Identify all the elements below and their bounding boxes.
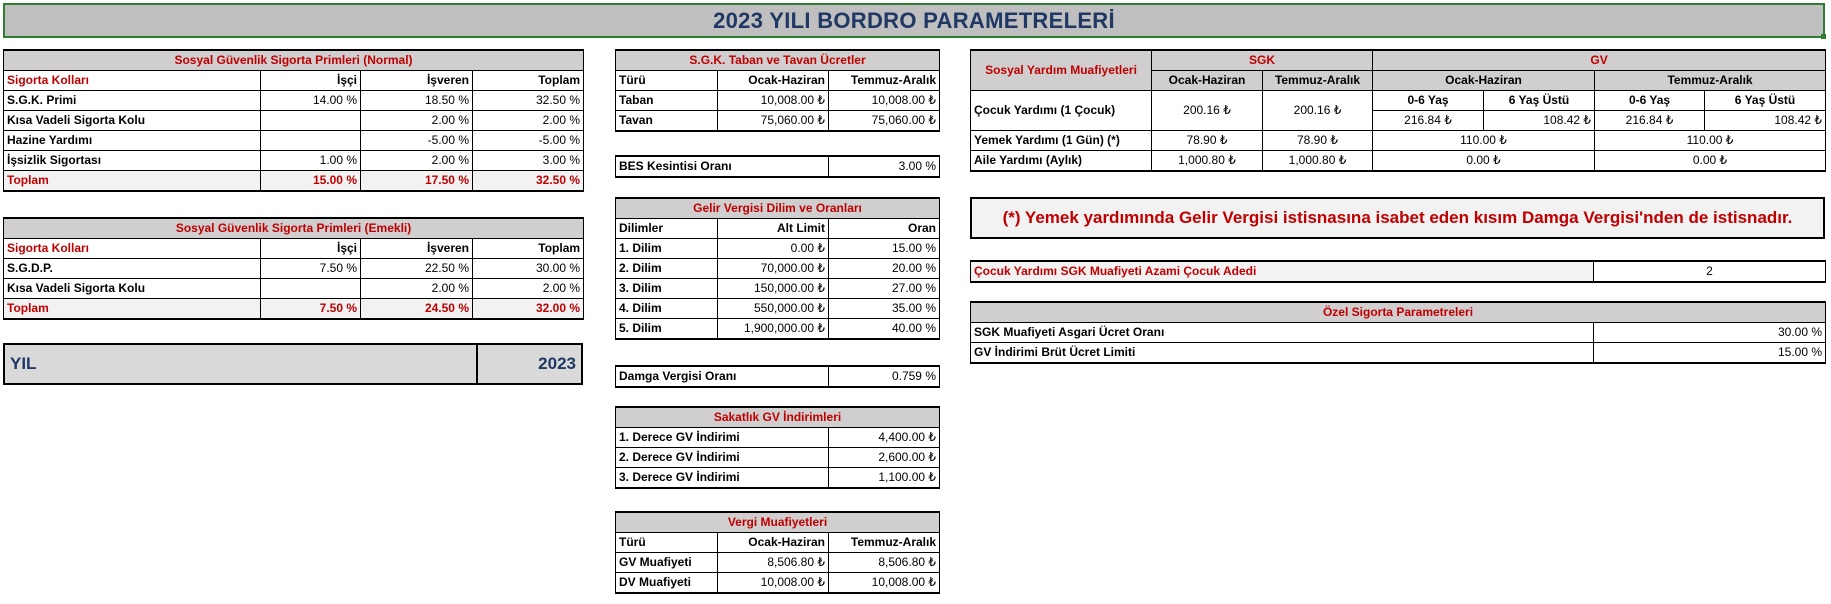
row-label[interactable]: Tavan [616,111,718,132]
table-row [616,366,940,387]
cell[interactable]: 108.42 ₺ [1705,111,1826,131]
cell[interactable]: 20.00 % [829,259,940,279]
table-row [4,151,584,171]
age-header: 0-6 Yaş [1595,91,1705,111]
cell[interactable]: 2.00 % [473,279,584,299]
cell[interactable]: 4,400.00 ₺ [829,428,940,448]
table-title: Sakatlık GV İndirimleri [616,407,940,428]
table-row [971,261,1826,282]
cell[interactable]: 75,060.00 ₺ [829,111,940,132]
column-header: Ocak-Haziran [1373,71,1595,91]
cell[interactable]: 1,000.80 ₺ [1263,151,1373,172]
cell[interactable]: 14.00 % [261,91,361,111]
note-box[interactable] [970,197,1825,239]
table-row [616,259,940,279]
sosyal-yardim-table [970,49,1826,172]
cell[interactable] [261,279,361,299]
row-label[interactable]: 3. Dilim [616,279,718,299]
row-label[interactable]: Çocuk Yardımı SGK Muafiyeti Azami Çocuk Adedi [971,261,1594,282]
column-header: İşçi [261,71,361,91]
cell[interactable]: 7.50 % [261,259,361,279]
row-label[interactable]: BES Kesintisi Oranı [616,156,829,177]
cell[interactable]: 0.00 ₺ [1373,151,1595,172]
row-label[interactable]: Hazine Yardımı [4,131,261,151]
column-header: İşveren [361,239,473,259]
row-label[interactable]: 2. Dilim [616,259,718,279]
cell[interactable]: 150,000.00 ₺ [718,279,829,299]
cell[interactable]: -5.00 % [473,131,584,151]
cell[interactable]: 15.00 % [829,239,940,259]
cell[interactable]: 110.00 ₺ [1373,131,1595,151]
table-row [971,323,1826,343]
table-row [4,259,584,279]
column-header: Temmuz-Aralık [829,533,940,553]
table-title: Özel Sigorta Parametreleri [971,302,1826,323]
row-label[interactable]: DV Muafiyeti [616,573,718,594]
column-header: Türü [616,71,718,91]
row-label[interactable]: Yemek Yardımı (1 Gün) (*) [971,131,1152,151]
cell[interactable]: 78.90 ₺ [1152,131,1263,151]
total-cell[interactable]: 17.50 % [361,171,473,192]
table-row [971,343,1826,364]
cell[interactable] [261,131,361,151]
row-label[interactable]: Çocuk Yardımı (1 Çocuk) [971,91,1152,131]
table-row [616,279,940,299]
column-header: Toplam [473,239,584,259]
row-label[interactable]: Taban [616,91,718,111]
table-title: Gelir Vergisi Dilim ve Oranları [616,198,940,219]
bes-table [615,155,940,178]
cell[interactable]: 15.00 % [1594,343,1826,364]
cell[interactable]: 3.00 % [473,151,584,171]
row-label[interactable]: Kısa Vadeli Sigorta Kolu [4,279,261,299]
note-text: (*) Yemek yardımında Gelir Vergisi istisnasına isabet eden kısım Damga Vergisi'nden de istisnadır. [1002,208,1793,227]
cell[interactable]: 30.00 % [473,259,584,279]
cell[interactable]: 110.00 ₺ [1595,131,1826,151]
column-header: Alt Limit [718,219,829,239]
row-label[interactable]: 4. Dilim [616,299,718,319]
column-header: Oran [829,219,940,239]
table-row [616,319,940,340]
column-header: Temmuz-Aralık [829,71,940,91]
row-label[interactable]: İşsizlik Sigortası [4,151,261,171]
cell[interactable]: 10,008.00 ₺ [718,91,829,111]
cell[interactable]: 10,008.00 ₺ [829,91,940,111]
row-label[interactable]: 5. Dilim [616,319,718,340]
table-row [971,131,1826,151]
table-row [616,111,940,132]
row-label[interactable]: GV İndirimi Brüt Ücret Limiti [971,343,1594,364]
age-header: 6 Yaş Üstü [1484,91,1595,111]
cell[interactable]: 1,900,000.00 ₺ [718,319,829,340]
total-cell[interactable]: 32.50 % [473,171,584,192]
sheet-title-bar[interactable] [3,3,1825,38]
cell[interactable]: 8,506.80 ₺ [718,553,829,573]
table-row [616,299,940,319]
year-box[interactable] [3,343,583,385]
cell[interactable]: 10,008.00 ₺ [718,573,829,594]
cell[interactable]: 0.00 ₺ [718,239,829,259]
table-row [616,428,940,448]
column-header: İşçi [261,239,361,259]
row-label[interactable]: 3. Derece GV İndirimi [616,468,829,489]
column-header: Ocak-Haziran [718,71,829,91]
age-header: 0-6 Yaş [1373,91,1484,111]
cell[interactable]: 35.00 % [829,299,940,319]
cell[interactable]: 8,506.80 ₺ [829,553,940,573]
cocuk-adedi-table [970,260,1826,283]
damga-table [615,365,940,388]
cell[interactable]: 1.00 % [261,151,361,171]
total-row [4,299,584,320]
cell[interactable]: 70,000.00 ₺ [718,259,829,279]
column-header: Temmuz-Aralık [1595,71,1826,91]
cell[interactable]: -5.00 % [361,131,473,151]
cell[interactable]: 216.84 ₺ [1595,111,1705,131]
table-title: Vergi Muafiyetleri [616,512,940,533]
taban-tavan-table [615,49,940,132]
column-header: Sigorta Kolları [4,71,261,91]
table-title: Sosyal Güvenlik Sigorta Primleri (Emekli) [4,218,584,239]
total-cell[interactable]: 7.50 % [261,299,361,320]
cell[interactable]: 2 [1594,261,1826,282]
table-row [616,91,940,111]
cell[interactable]: 200.16 ₺ [1152,91,1263,131]
gv-header: GV [1373,50,1826,71]
cell[interactable] [261,111,361,131]
row-label[interactable]: Kısa Vadeli Sigorta Kolu [4,111,261,131]
cell[interactable]: 22.50 % [361,259,473,279]
table-row [616,573,940,594]
total-cell[interactable]: 15.00 % [261,171,361,192]
column-header: Ocak-Haziran [718,533,829,553]
total-label: Toplam [4,171,261,192]
row-label[interactable]: 1. Derece GV İndirimi [616,428,829,448]
row-label[interactable]: Damga Vergisi Oranı [616,366,829,387]
cell[interactable]: 1,100.00 ₺ [829,468,940,489]
cell[interactable]: 75,060.00 ₺ [718,111,829,132]
cell[interactable]: 2.00 % [361,111,473,131]
cell[interactable]: 200.16 ₺ [1263,91,1373,131]
cell[interactable]: 32.50 % [473,91,584,111]
row-label[interactable]: 2. Derece GV İndirimi [616,448,829,468]
selection-handle[interactable] [1821,34,1826,39]
gelir-vergisi-table [615,197,940,340]
sgk-emekli-table [3,217,584,320]
cell[interactable]: 550,000.00 ₺ [718,299,829,319]
cell[interactable]: 216.84 ₺ [1373,111,1484,131]
cell[interactable]: 10,008.00 ₺ [829,573,940,594]
cell[interactable]: 1,000.80 ₺ [1152,151,1263,172]
table-title: Sosyal Yardım Muafiyetleri [971,50,1152,91]
table-row [616,448,940,468]
column-header: Ocak-Haziran [1152,71,1263,91]
cell[interactable]: 18.50 % [361,91,473,111]
row-label[interactable]: GV Muafiyeti [616,553,718,573]
table-row [616,239,940,259]
table-row [616,156,940,177]
table-row [4,91,584,111]
cell[interactable]: 2,600.00 ₺ [829,448,940,468]
cell[interactable]: 78.90 ₺ [1263,131,1373,151]
total-cell[interactable]: 32.00 % [473,299,584,320]
column-header: Türü [616,533,718,553]
cell[interactable]: 40.00 % [829,319,940,340]
age-header: 6 Yaş Üstü [1705,91,1826,111]
table-row [616,468,940,489]
table-row [616,553,940,573]
total-cell[interactable]: 24.50 % [361,299,473,320]
row-label[interactable]: S.G.D.P. [4,259,261,279]
row-label[interactable]: SGK Muafiyeti Asgari Ücret Oranı [971,323,1594,343]
sakatlik-table [615,406,940,489]
sgk-header: SGK [1152,50,1373,71]
column-header: Dilimler [616,219,718,239]
table-row [971,151,1826,172]
table-title: S.G.K. Taban ve Tavan Ücretler [616,50,940,71]
cell[interactable]: 27.00 % [829,279,940,299]
row-label[interactable]: Aile Yardımı (Aylık) [971,151,1152,172]
column-header: İşveren [361,71,473,91]
total-label: Toplam [4,299,261,320]
cell[interactable]: 2.00 % [473,111,584,131]
cell[interactable]: 30.00 % [1594,323,1826,343]
ozel-sigorta-table [970,301,1826,364]
vergi-muafiyet-table [615,511,940,594]
sgk-normal-table [3,49,584,192]
row-label[interactable]: S.G.K. Primi [4,91,261,111]
cell[interactable]: 0.00 ₺ [1595,151,1826,172]
table-row [4,131,584,151]
column-header: Toplam [473,71,584,91]
cell[interactable]: 3.00 % [829,156,940,177]
table-row [4,279,584,299]
year-label: YIL [5,345,478,383]
column-header: Temmuz-Aralık [1263,71,1373,91]
total-row [4,171,584,192]
page-title: 2023 YILI BORDRO PARAMETRELERİ [713,7,1115,33]
table-title: Sosyal Güvenlik Sigorta Primleri (Normal) [4,50,584,71]
table-row [4,111,584,131]
cell[interactable]: 2.00 % [361,151,473,171]
year-value[interactable]: 2023 [478,345,581,383]
cell[interactable]: 108.42 ₺ [1484,111,1595,131]
column-header: Sigorta Kolları [4,239,261,259]
table-row [971,91,1826,111]
cell[interactable]: 2.00 % [361,279,473,299]
cell[interactable]: 0.759 % [829,366,940,387]
row-label[interactable]: 1. Dilim [616,239,718,259]
